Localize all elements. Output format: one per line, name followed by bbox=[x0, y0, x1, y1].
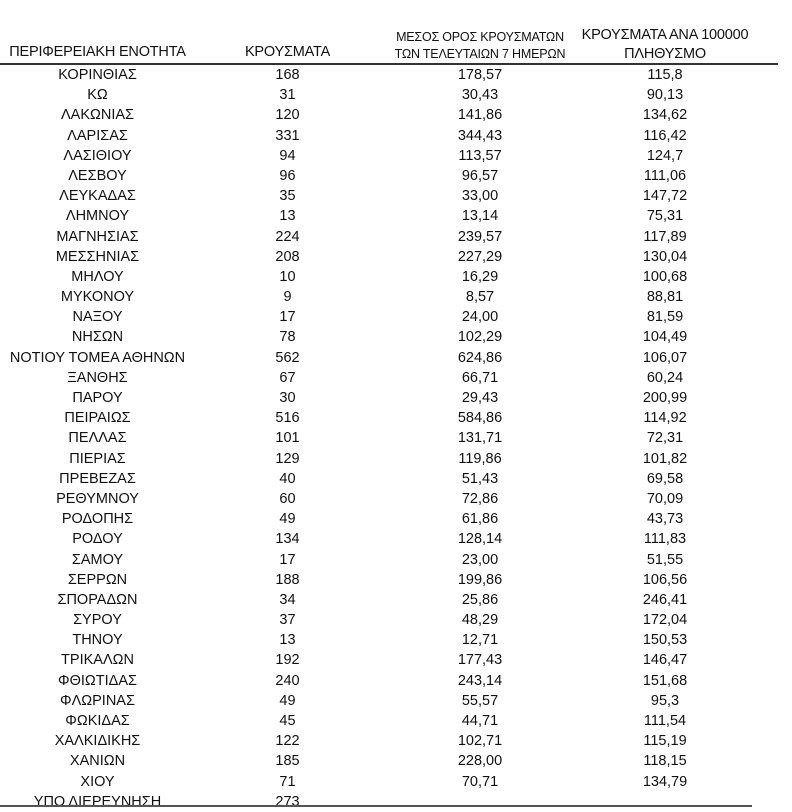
cell-region: ΤΡΙΚΑΛΩΝ bbox=[61, 652, 134, 669]
cell-avg-7-days: 227,29 bbox=[457, 248, 503, 265]
cell-avg-7-days: 228,00 bbox=[457, 753, 503, 770]
cell-avg-7-days: 624,86 bbox=[457, 349, 503, 366]
table-row bbox=[0, 85, 778, 105]
cell-cases-per-100k: 111,06 bbox=[643, 167, 687, 184]
table-row bbox=[0, 348, 778, 368]
table-row bbox=[0, 671, 778, 691]
cell-avg-7-days: 16,29 bbox=[461, 268, 499, 285]
table-row bbox=[0, 105, 778, 125]
cell-cases-per-100k: 88,81 bbox=[646, 289, 684, 306]
cell-cases-per-100k: 101,82 bbox=[642, 450, 688, 467]
cell-cases: 45 bbox=[279, 713, 296, 729]
table-row bbox=[0, 711, 778, 731]
cell-cases: 208 bbox=[275, 248, 300, 265]
cell-cases: 134 bbox=[275, 531, 300, 548]
table-row bbox=[0, 388, 778, 408]
cell-cases: 188 bbox=[275, 571, 300, 588]
cell-cases: 17 bbox=[279, 551, 296, 568]
cell-avg-7-days: 66,71 bbox=[461, 369, 499, 386]
header-avg-7-days-line1: ΜΕΣΟΣ ΟΡΟΣ ΚΡΟΥΣΜΑΤΩΝ bbox=[396, 30, 564, 44]
cell-region: ΛΑΣΙΘΙΟΥ bbox=[63, 147, 132, 164]
cell-region: ΠΕΛΛΑΣ bbox=[68, 430, 127, 447]
header-cases-per-100k-line1: ΚΡΟΥΣΜΑΤΑ ΑΝΑ 100000 bbox=[581, 27, 749, 43]
cell-cases: 37 bbox=[279, 612, 296, 629]
table-row bbox=[0, 772, 778, 792]
cell-region: ΝΑΞΟΥ bbox=[72, 309, 123, 326]
cell-cases: 10 bbox=[279, 268, 296, 285]
cell-avg-7-days: 70,71 bbox=[461, 773, 499, 790]
cell-avg-7-days: 72,86 bbox=[461, 490, 499, 507]
cell-cases-per-100k: 95,3 bbox=[650, 692, 680, 709]
cell-cases-per-100k: 130,04 bbox=[642, 248, 688, 265]
cell-cases-per-100k: 70,09 bbox=[646, 490, 684, 507]
cell-region: ΝΗΣΩΝ bbox=[71, 329, 124, 346]
cell-region: ΛΕΣΒΟΥ bbox=[68, 167, 127, 184]
cell-cases-per-100k: 51,55 bbox=[646, 551, 684, 568]
cell-region: ΚΟΡΙΝΘΙΑΣ bbox=[58, 67, 137, 83]
table-row bbox=[0, 166, 778, 186]
cell-cases: 168 bbox=[275, 67, 300, 83]
cell-cases: 49 bbox=[279, 692, 296, 709]
cell-cases-per-100k: 147,72 bbox=[642, 188, 688, 205]
cell-region: ΡΕΘΥΜΝΟΥ bbox=[56, 490, 139, 507]
table-row bbox=[0, 550, 778, 570]
table-row bbox=[0, 408, 778, 428]
cell-cases: 129 bbox=[275, 450, 300, 467]
table-row bbox=[0, 650, 778, 670]
cell-region: ΞΑΝΘΗΣ bbox=[67, 369, 128, 386]
cell-avg-7-days: 199,86 bbox=[457, 571, 503, 588]
cell-avg-7-days: 48,29 bbox=[461, 612, 499, 629]
cell-cases-per-100k: 111,54 bbox=[643, 713, 687, 729]
cell-avg-7-days: 119,86 bbox=[458, 450, 502, 467]
cell-cases-per-100k: 106,07 bbox=[642, 349, 688, 366]
cell-cases: 35 bbox=[279, 188, 296, 205]
cell-cases-per-100k: 81,59 bbox=[646, 309, 684, 326]
header-cases-per-100k bbox=[565, 26, 765, 64]
cell-cases: 240 bbox=[275, 672, 300, 689]
header-region: ΠΕΡΙΦΕΡΕΙΑΚΗ ΕΝΟΤΗΤΑ bbox=[9, 44, 186, 60]
cell-cases-per-100k: 118,15 bbox=[643, 753, 687, 770]
cell-cases-per-100k: 106,56 bbox=[642, 571, 688, 588]
cell-avg-7-days: 61,86 bbox=[461, 511, 499, 528]
cell-cases-per-100k: 115,19 bbox=[643, 733, 687, 750]
table-row bbox=[0, 227, 778, 247]
cell-cases: 94 bbox=[279, 147, 296, 164]
cell-cases-per-100k: 111,83 bbox=[643, 531, 687, 548]
cell-cases: 31 bbox=[279, 87, 296, 104]
cell-region: ΡΟΔΟΠΗΣ bbox=[61, 511, 134, 528]
cell-cases: 562 bbox=[275, 349, 300, 366]
cell-avg-7-days: 51,43 bbox=[461, 470, 499, 487]
header-cases-per-100k-line2: ΠΛΗΘΥΣΜΟ bbox=[624, 46, 706, 62]
table-row bbox=[0, 529, 778, 549]
table-row bbox=[0, 65, 778, 85]
cell-cases-per-100k: 117,89 bbox=[643, 228, 687, 245]
table-row bbox=[0, 570, 778, 590]
table-header bbox=[0, 0, 778, 65]
cell-cases-per-100k: 134,62 bbox=[642, 107, 688, 124]
cell-avg-7-days: 113,57 bbox=[458, 147, 502, 164]
cell-avg-7-days: 102,71 bbox=[457, 733, 503, 750]
cell-region: ΠΡΕΒΕΖΑΣ bbox=[59, 470, 136, 487]
cell-cases-per-100k: 100,68 bbox=[642, 268, 688, 285]
cell-avg-7-days: 30,43 bbox=[461, 87, 499, 104]
cell-avg-7-days: 96,57 bbox=[461, 167, 499, 184]
table-row bbox=[0, 287, 778, 307]
cell-avg-7-days: 13,14 bbox=[461, 208, 499, 225]
cell-region: ΠΑΡΟΥ bbox=[72, 390, 123, 406]
cell-cases: 331 bbox=[275, 127, 300, 144]
cell-avg-7-days: 8,57 bbox=[465, 289, 495, 306]
cell-avg-7-days: 55,57 bbox=[461, 692, 499, 709]
cell-cases: 120 bbox=[275, 107, 300, 124]
cell-avg-7-days: 243,14 bbox=[457, 672, 503, 689]
table-row bbox=[0, 206, 778, 226]
cell-avg-7-days: 584,86 bbox=[457, 410, 503, 427]
cell-cases: 34 bbox=[279, 591, 296, 608]
cell-cases: 17 bbox=[279, 309, 296, 326]
cell-region: ΧΑΛΚΙΔΙΚΗΣ bbox=[54, 733, 141, 750]
table-row bbox=[0, 368, 778, 388]
cell-region: ΛΗΜΝΟΥ bbox=[65, 208, 130, 225]
cell-cases-per-100k: 114,92 bbox=[643, 410, 687, 427]
cell-region: ΦΩΚΙΔΑΣ bbox=[65, 713, 130, 729]
cell-region: ΜΗΛΟΥ bbox=[71, 268, 124, 285]
cell-region: ΦΘΙΩΤΙΔΑΣ bbox=[58, 672, 137, 689]
cell-cases-per-100k: 150,53 bbox=[642, 632, 688, 649]
cell-avg-7-days: 12,71 bbox=[461, 632, 499, 649]
cell-avg-7-days: 33,00 bbox=[461, 188, 499, 205]
cell-cases: 30 bbox=[279, 390, 296, 406]
cell-cases-per-100k: 60,24 bbox=[646, 369, 684, 386]
cell-cases-per-100k: 116,42 bbox=[643, 127, 687, 144]
cell-region: ΣΑΜΟΥ bbox=[71, 551, 124, 568]
cell-region: ΜΕΣΣΗΝΙΑΣ bbox=[55, 248, 140, 265]
cell-cases: 40 bbox=[279, 470, 296, 487]
table-bottom-border bbox=[0, 805, 752, 807]
table-row bbox=[0, 469, 778, 489]
table-row bbox=[0, 590, 778, 610]
cell-region: ΜΑΓΝΗΣΙΑΣ bbox=[56, 228, 139, 245]
cell-region: ΚΩ bbox=[87, 87, 108, 104]
cell-avg-7-days: 25,86 bbox=[461, 591, 499, 608]
cell-avg-7-days: 24,00 bbox=[461, 309, 499, 326]
cell-avg-7-days: 178,57 bbox=[457, 67, 503, 83]
cell-cases: 71 bbox=[279, 773, 296, 790]
table-row bbox=[0, 731, 778, 751]
cell-avg-7-days: 23,00 bbox=[461, 551, 499, 568]
cell-region: ΤΗΝΟΥ bbox=[72, 632, 123, 649]
cell-cases-per-100k: 134,79 bbox=[642, 773, 688, 790]
cell-cases: 96 bbox=[279, 167, 296, 184]
cell-cases: 516 bbox=[275, 410, 300, 427]
cell-cases-per-100k: 69,58 bbox=[646, 470, 684, 487]
cell-cases-per-100k: 172,04 bbox=[642, 612, 688, 629]
cell-region: ΦΛΩΡΙΝΑΣ bbox=[60, 692, 135, 709]
cell-region: ΝΟΤΙΟΥ ΤΟΜΕΑ ΑΘΗΝΩΝ bbox=[9, 349, 186, 366]
cell-avg-7-days: 344,43 bbox=[457, 127, 503, 144]
cell-cases-per-100k: 90,13 bbox=[646, 87, 684, 104]
cell-cases: 101 bbox=[275, 430, 300, 447]
cell-cases: 273 bbox=[275, 793, 300, 810]
cell-region: ΛΕΥΚΑΔΑΣ bbox=[59, 188, 136, 205]
cell-cases-per-100k: 104,49 bbox=[642, 329, 688, 346]
cell-cases: 78 bbox=[279, 329, 296, 346]
cell-cases-per-100k: 246,41 bbox=[642, 591, 688, 608]
cell-cases: 49 bbox=[279, 511, 296, 528]
header-avg-7-days bbox=[380, 29, 580, 63]
table-row bbox=[0, 267, 778, 287]
cell-region: ΛΑΚΩΝΙΑΣ bbox=[60, 107, 134, 124]
table-row bbox=[0, 247, 778, 267]
cell-avg-7-days: 141,86 bbox=[457, 107, 503, 124]
table-row bbox=[0, 610, 778, 630]
cell-avg-7-days: 131,71 bbox=[457, 430, 503, 447]
table-body bbox=[0, 65, 778, 812]
cell-avg-7-days: 128,14 bbox=[457, 531, 503, 548]
cell-region: ΧΑΝΙΩΝ bbox=[69, 753, 126, 770]
cell-region: ΧΙΟΥ bbox=[80, 773, 115, 790]
table-row bbox=[0, 691, 778, 711]
cell-cases: 67 bbox=[279, 369, 296, 386]
cell-region: ΜΥΚΟΝΟΥ bbox=[60, 289, 135, 306]
table-row bbox=[0, 449, 778, 469]
cell-cases-per-100k: 200,99 bbox=[642, 390, 688, 406]
table-row bbox=[0, 792, 778, 812]
cell-cases: 13 bbox=[279, 208, 296, 225]
cell-region: ΛΑΡΙΣΑΣ bbox=[67, 127, 128, 144]
cell-avg-7-days: 29,43 bbox=[461, 390, 499, 406]
cell-region: ΠΕΙΡΑΙΩΣ bbox=[64, 410, 131, 427]
cell-cases: 13 bbox=[279, 632, 296, 649]
cell-cases-per-100k: 75,31 bbox=[646, 208, 684, 225]
cell-region: ΣΥΡΟΥ bbox=[73, 612, 122, 629]
cell-region: ΡΟΔΟΥ bbox=[72, 531, 123, 548]
table-row bbox=[0, 489, 778, 509]
cell-avg-7-days: 177,43 bbox=[457, 652, 503, 669]
table-row bbox=[0, 509, 778, 529]
table-row bbox=[0, 186, 778, 206]
cell-cases-per-100k: 124,7 bbox=[646, 147, 684, 164]
cell-avg-7-days: 239,57 bbox=[457, 228, 503, 245]
cell-cases-per-100k: 115,8 bbox=[647, 67, 683, 83]
cell-region: ΥΠΟ ΔΙΕΡΕΥΝΗΣΗ bbox=[33, 793, 162, 810]
cell-avg-7-days: 44,71 bbox=[461, 713, 499, 729]
table-row bbox=[0, 307, 778, 327]
table-row bbox=[0, 327, 778, 347]
cell-cases: 9 bbox=[283, 289, 292, 306]
header-cases: ΚΡΟΥΣΜΑΤΑ bbox=[244, 44, 331, 60]
table-row bbox=[0, 146, 778, 166]
header-avg-7-days-line2: ΤΩΝ ΤΕΛΕΥΤΑΙΩΝ 7 ΗΜΕΡΩΝ bbox=[394, 47, 566, 61]
cell-cases-per-100k: 151,68 bbox=[642, 672, 688, 689]
cell-cases-per-100k: 72,31 bbox=[646, 430, 684, 447]
cell-cases: 60 bbox=[279, 490, 296, 507]
cell-region: ΣΕΡΡΩΝ bbox=[67, 571, 128, 588]
table-row bbox=[0, 751, 778, 771]
cell-cases: 192 bbox=[275, 652, 300, 669]
cell-cases: 185 bbox=[275, 753, 300, 770]
cell-region: ΣΠΟΡΑΔΩΝ bbox=[57, 591, 138, 608]
table-row bbox=[0, 126, 778, 146]
table-row bbox=[0, 428, 778, 448]
cell-cases: 224 bbox=[275, 228, 300, 245]
table-row bbox=[0, 630, 778, 650]
cell-avg-7-days: 102,29 bbox=[457, 329, 503, 346]
cell-cases-per-100k: 43,73 bbox=[646, 511, 684, 528]
cell-region: ΠΙΕΡΙΑΣ bbox=[69, 450, 126, 467]
cell-cases: 122 bbox=[275, 733, 300, 750]
cell-cases-per-100k: 146,47 bbox=[642, 652, 688, 669]
